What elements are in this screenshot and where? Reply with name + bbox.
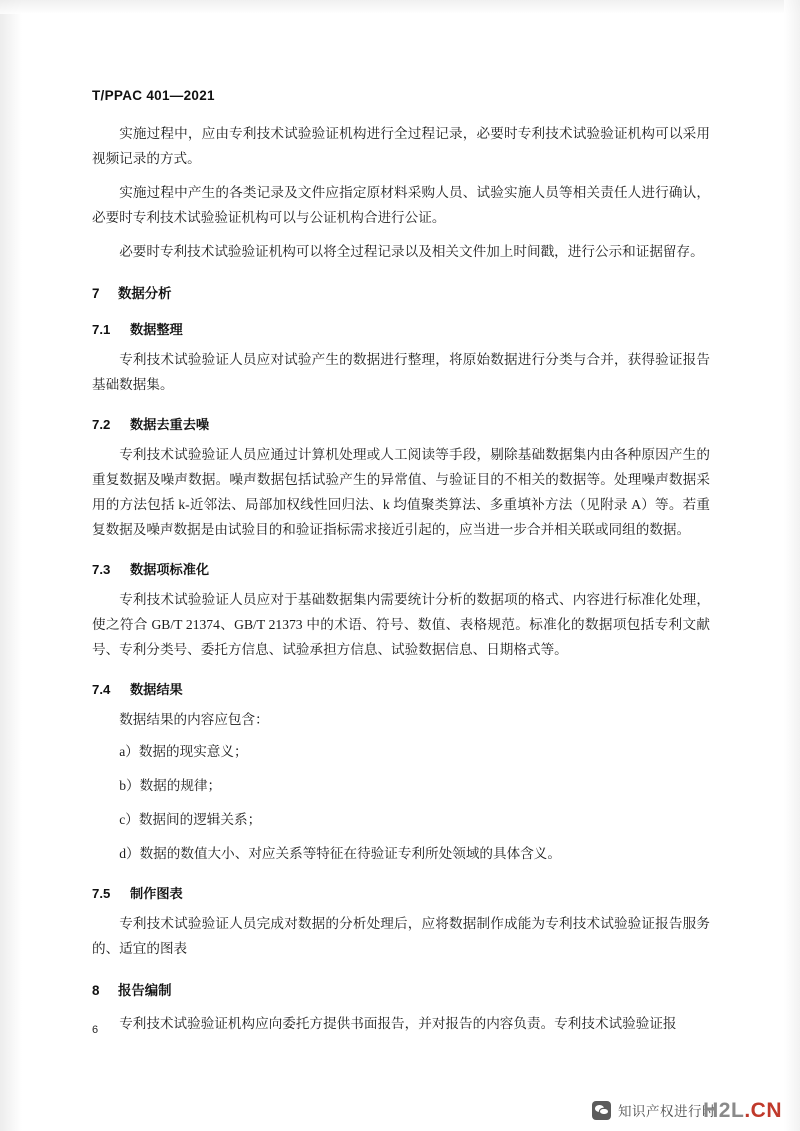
- list-item: a）数据的现实意义；: [119, 744, 248, 759]
- subclause-title: 数据整理: [130, 322, 183, 337]
- scan-edge-left: [0, 0, 22, 1131]
- paragraph: 专利技术试验验证人员应对试验产生的数据进行整理，将原始数据进行分类与合并，获得验证报告基础数据集。: [92, 352, 710, 392]
- paragraph: 数据结果的内容应包含：: [119, 712, 269, 727]
- paragraph: 必要时专利技术试验验证机构可以将全过程记录以及相关文件加上时间戳，进行公示和证据留存。: [119, 244, 704, 259]
- list-item: b）数据的规律；: [119, 778, 222, 793]
- watermark-h2l: [703, 1099, 782, 1123]
- paragraph: 专利技术试验验证人员完成对数据的分析处理后，应将数据制作成能为专利技术试验验证报告服务的、适宜的图表: [92, 916, 710, 956]
- paragraph: 实施过程中产生的各类记录及文件应指定原材料采购人员、试验实施人员等相关责任人进行确认，必要时专利技术试验验证机构可以与公证机构合进行公证。: [92, 185, 710, 225]
- list-item: d）数据的数值大小、对应关系等特征在待验证专利所处领域的具体含义。: [119, 846, 561, 861]
- page-number: 6: [92, 1024, 99, 1036]
- subclause-title: 数据去重去噪: [130, 417, 210, 432]
- clause-heading-8: [92, 980, 710, 999]
- subclause-number: 7.5: [92, 886, 111, 901]
- subclause-number: 7.4: [92, 682, 111, 697]
- paragraph: 专利技术试验验证机构应向委托方提供书面报告，并对报告的内容负责。专利技术试验验证报: [119, 1016, 677, 1031]
- paragraph: 专利技术试验验证人员应对于基础数据集内需要统计分析的数据项的格式、内容进行标准化处理，使之符合 GB/T 21374、GB/T 21373 中的术语、符号、数值、表格规范。标准化的数据项包括专利文献号、专利分类号、委托方信息、试验承担方信息、试验数据信息、日期格式等。: [92, 592, 710, 657]
- clause-heading-7: [92, 283, 710, 302]
- clause-title: 报告编制: [118, 983, 172, 998]
- list-item: c）数据间的逻辑关系；: [119, 812, 262, 827]
- subclause-number: 7.3: [92, 562, 111, 577]
- scan-edge-top: [0, 0, 800, 14]
- standard-id-header: T/PPAC 401—2021: [92, 88, 215, 103]
- paragraph: 实施过程中，应由专利技术试验验证机构进行全过程记录，必要时专利技术试验验证机构可以采用视频记录的方式。: [92, 126, 710, 166]
- document-content: [92, 88, 710, 1045]
- scan-edge-right: [784, 0, 800, 1131]
- subclause-title: 数据结果: [130, 682, 183, 697]
- subclause-heading-7-5: [92, 883, 710, 902]
- subclause-number: 7.1: [92, 322, 111, 337]
- wechat-icon: [592, 1101, 611, 1120]
- subclause-title: 制作图表: [130, 886, 183, 901]
- clause-number: 7: [92, 286, 100, 301]
- subclause-heading-7-2: [92, 414, 710, 433]
- brand-label: 知识产权进行时: [618, 1104, 716, 1119]
- watermark-suffix: .CN: [744, 1099, 782, 1122]
- watermark-text: H2L: [703, 1099, 745, 1122]
- subclause-heading-7-1: [92, 319, 710, 338]
- subclause-number: 7.2: [92, 417, 111, 432]
- paragraph: 专利技术试验验证人员应通过计算机处理或人工阅读等手段，剔除基础数据集内由各种原因产生的重复数据及噪声数据。噪声数据包括试验产生的异常值、与验证目的不相关的数据等。处理噪声数据采用的方法包括 k-近邻法、局部加权线性回归法、k 均值聚类算法、多重填补方法（见附录 A）等。若重复数据及噪声数据是由试验目的和验证指标需求接近引起的，应当进一步合并相关联或同组的数据。: [92, 447, 710, 537]
- footer-brand: [592, 1100, 716, 1120]
- clause-title: 数据分析: [118, 286, 172, 301]
- subclause-heading-7-3: [92, 559, 710, 578]
- subclause-title: 数据项标准化: [130, 562, 210, 577]
- clause-number: 8: [92, 983, 100, 998]
- subclause-heading-7-4: [92, 679, 710, 698]
